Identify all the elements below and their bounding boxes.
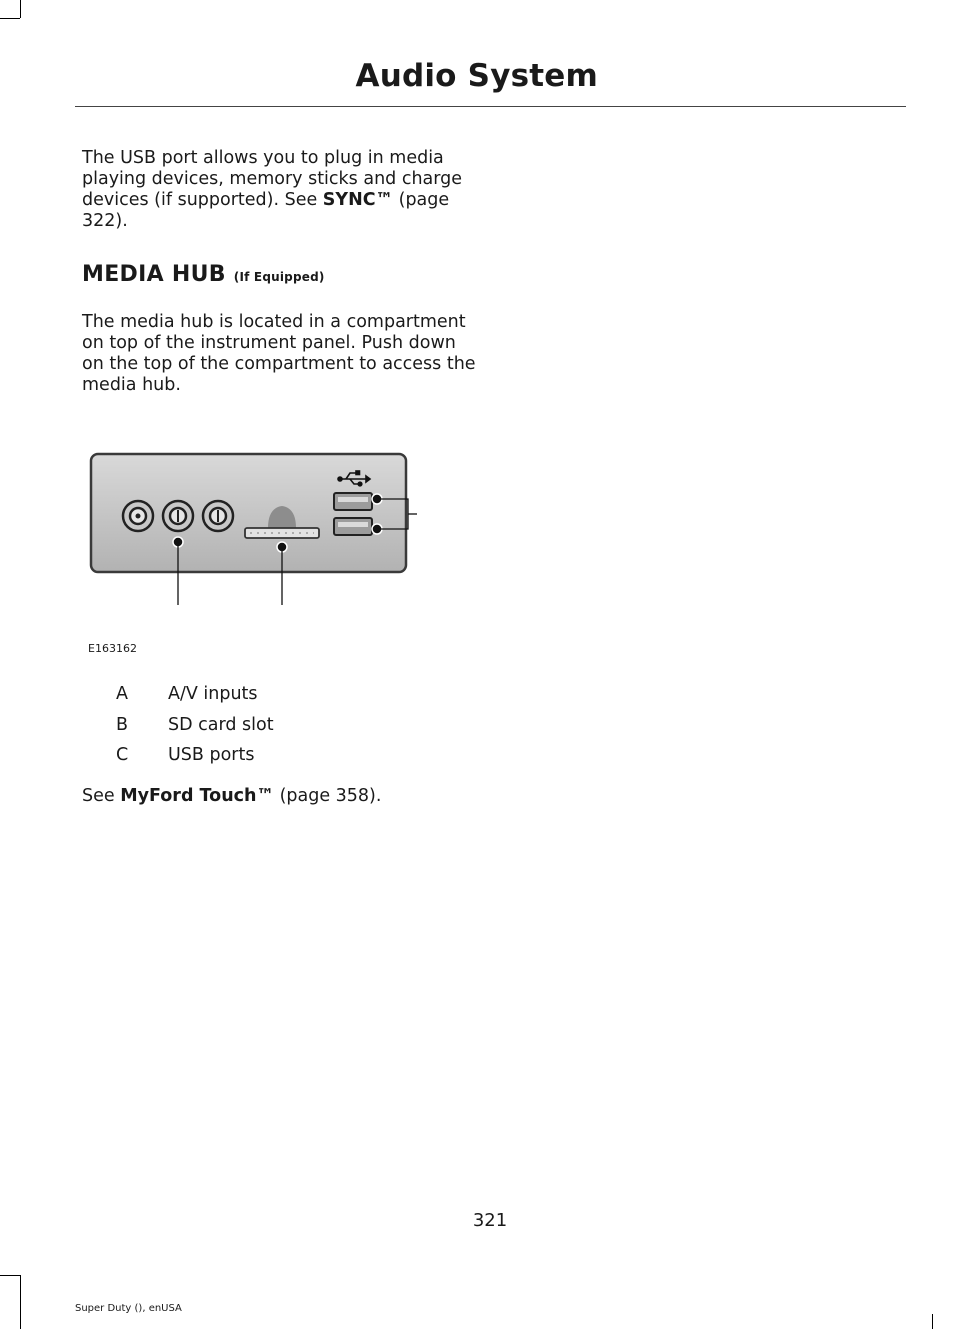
legend-key: B: [116, 714, 129, 735]
legend-key: C: [116, 745, 129, 765]
section-heading-suffix: (If Equipped): [233, 270, 325, 284]
crop-mark: [20, 1275, 21, 1329]
figure-id: E163162: [88, 642, 137, 655]
figure-legend: [116, 682, 496, 774]
legend-item: [116, 713, 496, 744]
section-heading: [82, 262, 482, 287]
intro-text-after: (page 322).: [82, 190, 450, 231]
legend-key: A: [116, 684, 128, 704]
av-input-jacks: [123, 501, 233, 531]
myford-touch-link[interactable]: MyFord Touch™: [120, 786, 274, 806]
intro-paragraph: [82, 148, 482, 232]
footer-text: Super Duty (), enUSA: [75, 1303, 182, 1314]
header-divider: [75, 106, 906, 107]
see-also: [82, 786, 482, 807]
crop-mark: [0, 1275, 20, 1276]
see-also-prefix: See: [82, 786, 121, 806]
legend-label: USB ports: [168, 745, 255, 765]
crop-mark: [932, 1314, 933, 1329]
intro-text: The USB port allows you to plug in media playing devices, memory sticks and charge devices (if supported). See: [82, 148, 463, 210]
page-number: 321: [472, 1210, 508, 1231]
legend-label: A/V inputs: [168, 684, 258, 704]
page-title: Audio System: [355, 58, 598, 94]
legend-item: [116, 743, 496, 774]
crop-mark: [20, 0, 21, 18]
crop-mark: [0, 18, 20, 19]
legend-item: [116, 682, 496, 713]
section-paragraph: The media hub is located in a compartment on top of the instrument panel. Push down on the top of the compartment to access the media hub.: [82, 312, 476, 395]
legend-label: SD card slot: [168, 714, 274, 735]
sync-link[interactable]: SYNC™: [322, 190, 394, 210]
section-heading-text: MEDIA HUB: [82, 262, 226, 287]
media-hub-figure: [82, 438, 434, 638]
see-also-suffix: (page 358).: [274, 786, 382, 806]
